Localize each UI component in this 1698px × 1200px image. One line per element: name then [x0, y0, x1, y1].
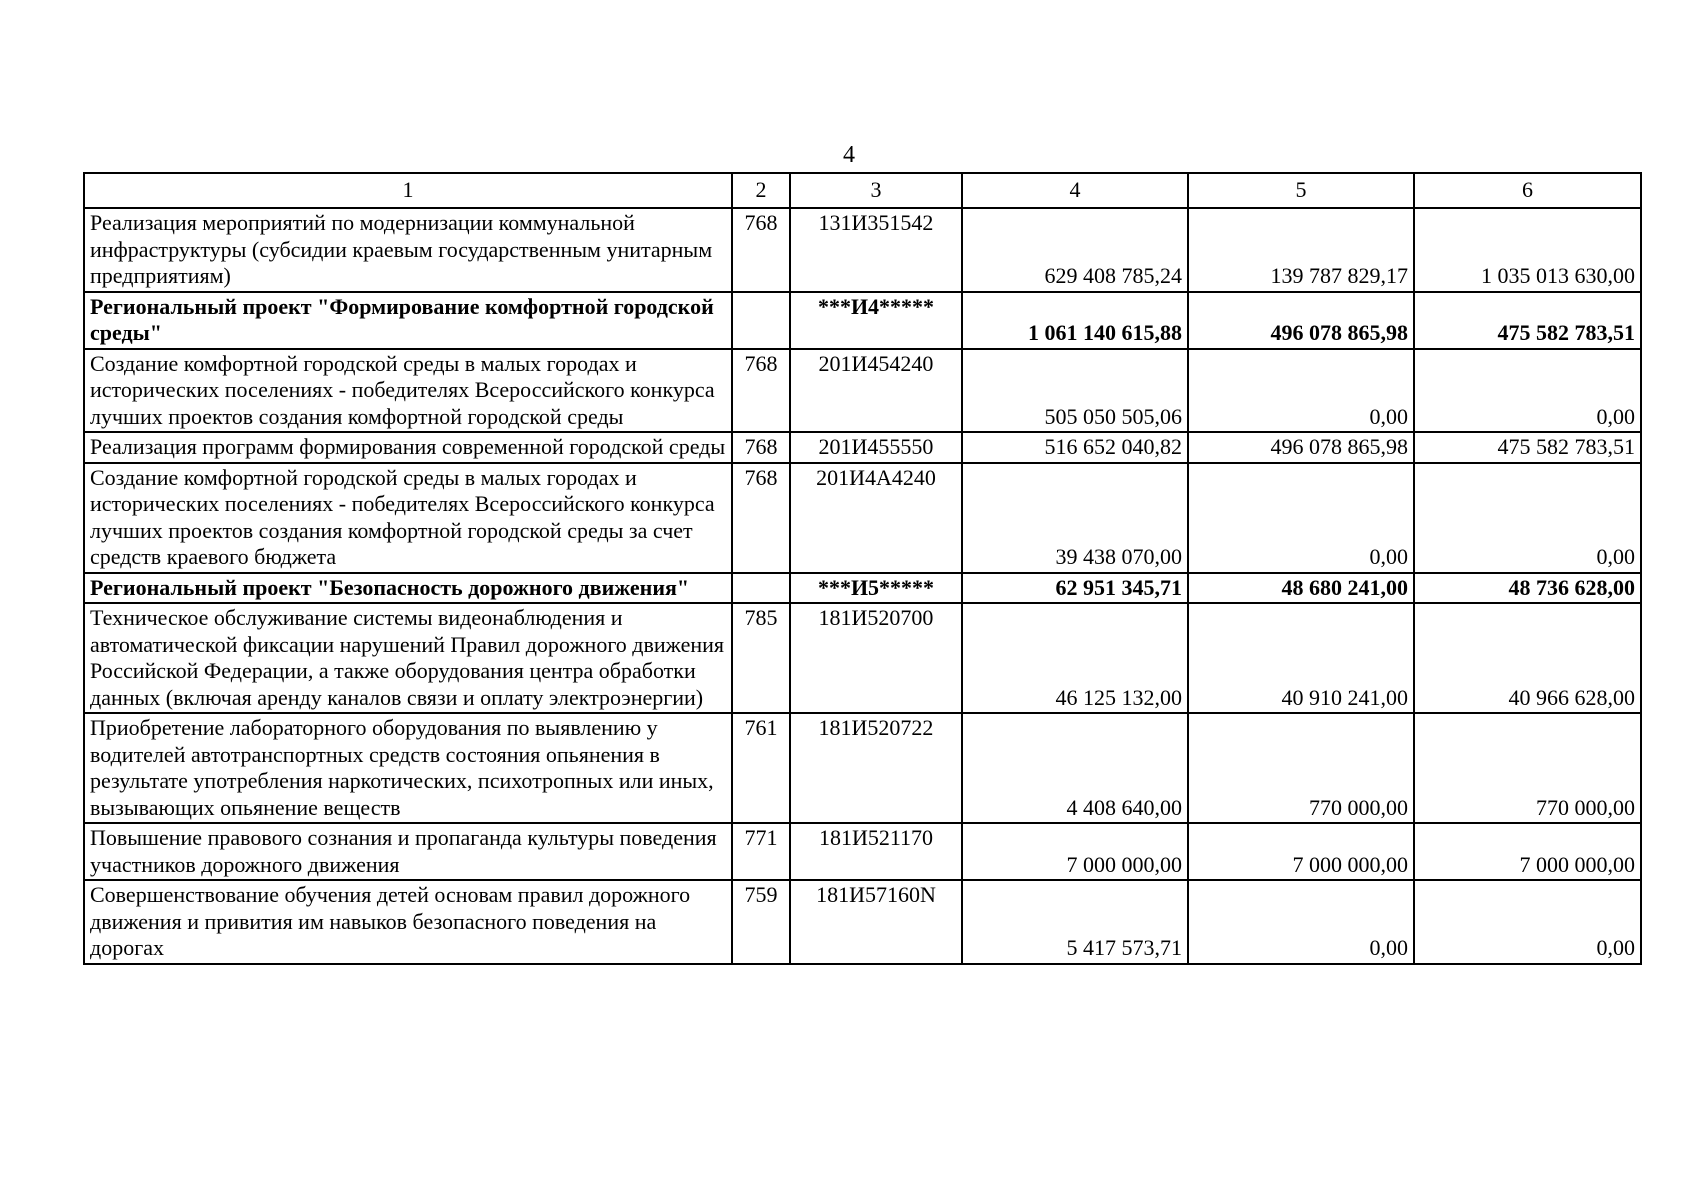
row-value-5: 496 078 865,98: [1188, 292, 1414, 349]
row-grbs: 768: [732, 208, 790, 292]
row-grbs: 768: [732, 432, 790, 463]
row-value-6: 0,00: [1414, 349, 1641, 433]
row-value-6: 0,00: [1414, 463, 1641, 573]
row-name: Региональный проект "Безопасность дорожного движения": [84, 573, 732, 604]
table-row: [84, 880, 1641, 964]
row-value-6: 7 000 000,00: [1414, 823, 1641, 880]
row-value-6: 770 000,00: [1414, 713, 1641, 823]
row-value-6: 48 736 628,00: [1414, 573, 1641, 604]
row-value-6: 475 582 783,51: [1414, 432, 1641, 463]
table-row: [84, 349, 1641, 433]
column-header: 2: [732, 173, 790, 208]
row-grbs: 761: [732, 713, 790, 823]
row-value-5: 48 680 241,00: [1188, 573, 1414, 604]
row-grbs: [732, 292, 790, 349]
column-header: 4: [962, 173, 1188, 208]
page-number: 4: [843, 142, 855, 168]
row-value-4: 7 000 000,00: [962, 823, 1188, 880]
column-header: 5: [1188, 173, 1414, 208]
row-code: 181И521170: [790, 823, 962, 880]
section-row: [84, 292, 1641, 349]
row-value-4: 5 417 573,71: [962, 880, 1188, 964]
table-row: [84, 713, 1641, 823]
row-value-5: 496 078 865,98: [1188, 432, 1414, 463]
row-grbs: 785: [732, 603, 790, 713]
column-header: 6: [1414, 173, 1641, 208]
table-row: [84, 208, 1641, 292]
row-name: Совершенствование обучения детей основам правил дорожного движения и привития им навыков безопасного поведения на дорогах: [84, 880, 732, 964]
row-grbs: 768: [732, 463, 790, 573]
row-value-6: 0,00: [1414, 880, 1641, 964]
row-name: Создание комфортной городской среды в малых городах и исторических поселениях - победителях Всероссийского конкурса лучших проектов создания комфортной городской среды: [84, 349, 732, 433]
row-name: Приобретение лабораторного оборудования по выявлению у водителей автотранспортных средств состояния опьянения в результате употребления наркотических, психотропных или иных, вызывающих опьянение веществ: [84, 713, 732, 823]
row-value-5: 770 000,00: [1188, 713, 1414, 823]
row-grbs: 768: [732, 349, 790, 433]
row-code: 201И4А4240: [790, 463, 962, 573]
row-code: 181И520722: [790, 713, 962, 823]
budget-table: [83, 172, 1642, 965]
row-code: ***И4*****: [790, 292, 962, 349]
row-value-5: 139 787 829,17: [1188, 208, 1414, 292]
row-value-5: 0,00: [1188, 880, 1414, 964]
row-grbs: 771: [732, 823, 790, 880]
table-row: [84, 432, 1641, 463]
row-value-4: 629 408 785,24: [962, 208, 1188, 292]
row-name: Повышение правового сознания и пропаганда культуры поведения участников дорожного движения: [84, 823, 732, 880]
row-name: Реализация программ формирования современной городской среды: [84, 432, 732, 463]
row-value-6: 1 035 013 630,00: [1414, 208, 1641, 292]
table-row: [84, 823, 1641, 880]
row-code: 181И520700: [790, 603, 962, 713]
section-row: [84, 573, 1641, 604]
row-name: Техническое обслуживание системы видеонаблюдения и автоматической фиксации нарушений Правил дорожного движения Российской Федерации, а также оборудования центра обработки данных (включая аренду каналов связи и оплату электроэнергии): [84, 603, 732, 713]
row-value-5: 7 000 000,00: [1188, 823, 1414, 880]
row-code: 131И351542: [790, 208, 962, 292]
table-header-row: [84, 173, 1641, 208]
table-row: [84, 463, 1641, 573]
row-code: ***И5*****: [790, 573, 962, 604]
row-value-6: 40 966 628,00: [1414, 603, 1641, 713]
row-value-6: 475 582 783,51: [1414, 292, 1641, 349]
row-value-4: 62 951 345,71: [962, 573, 1188, 604]
row-value-4: 505 050 505,06: [962, 349, 1188, 433]
row-code: 201И454240: [790, 349, 962, 433]
row-code: 201И455550: [790, 432, 962, 463]
table-row: [84, 603, 1641, 713]
row-name: Региональный проект "Формирование комфортной городской среды": [84, 292, 732, 349]
row-value-4: 39 438 070,00: [962, 463, 1188, 573]
row-value-4: 46 125 132,00: [962, 603, 1188, 713]
row-value-4: 1 061 140 615,88: [962, 292, 1188, 349]
row-value-5: 0,00: [1188, 463, 1414, 573]
row-name: Создание комфортной городской среды в малых городах и исторических поселениях - победителях Всероссийского конкурса лучших проектов создания комфортной городской среды за счет средств краевого бюджета: [84, 463, 732, 573]
row-value-5: 40 910 241,00: [1188, 603, 1414, 713]
row-name: Реализация мероприятий по модернизации коммунальной инфраструктуры (субсидии краевым государственным унитарным предприятиям): [84, 208, 732, 292]
row-value-5: 0,00: [1188, 349, 1414, 433]
column-header: 3: [790, 173, 962, 208]
row-code: 181И57160N: [790, 880, 962, 964]
row-grbs: [732, 573, 790, 604]
row-grbs: 759: [732, 880, 790, 964]
row-value-4: 4 408 640,00: [962, 713, 1188, 823]
column-header: 1: [84, 173, 732, 208]
row-value-4: 516 652 040,82: [962, 432, 1188, 463]
